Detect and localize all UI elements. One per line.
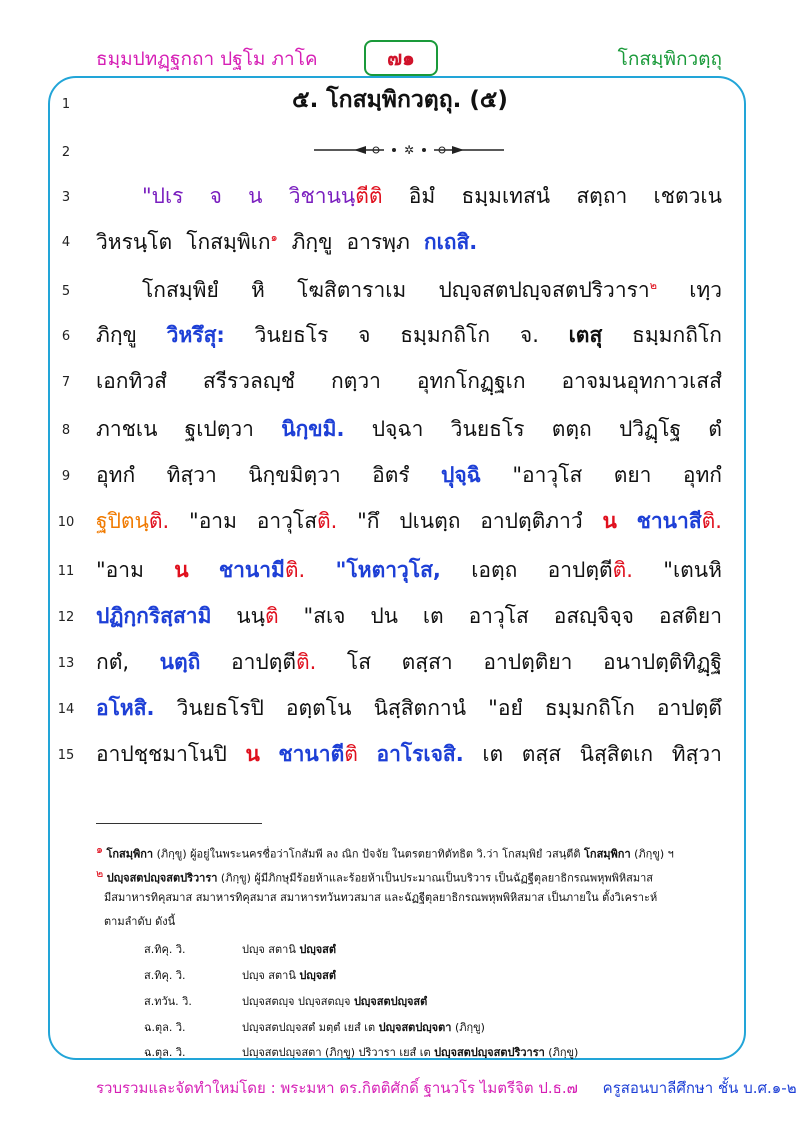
header-chapter-title: โกสมฺพิกวตฺถุ bbox=[617, 48, 722, 70]
word: ปุจฺฉิ bbox=[441, 463, 481, 487]
word: ตสฺสา bbox=[401, 650, 453, 674]
word: กตฺวา bbox=[330, 369, 381, 393]
line-number: 2 bbox=[61, 145, 71, 160]
word: "กึ bbox=[357, 509, 380, 533]
word: ธมฺมกถิโก bbox=[632, 323, 722, 347]
text-line-11 bbox=[96, 554, 722, 587]
footnote-term: โกสมฺพิกา bbox=[584, 847, 631, 861]
word: จ. bbox=[519, 323, 539, 347]
text-line-8 bbox=[96, 413, 722, 446]
word: กตํ, bbox=[96, 650, 130, 674]
text-line-7 bbox=[96, 365, 722, 398]
word: "ปเร bbox=[142, 184, 184, 208]
analysis-text: ปญฺจ สตานิ ปญฺจสตํ bbox=[242, 943, 337, 956]
word: ธมฺมกถิโก bbox=[544, 696, 635, 720]
word: อตฺตโน bbox=[285, 696, 352, 720]
word: นิกฺขมิตฺวา bbox=[248, 463, 341, 487]
line-number: 3 bbox=[61, 190, 71, 205]
word: สรีรวลญฺชํ bbox=[202, 369, 296, 393]
word: ธมฺมเทสนํ bbox=[461, 184, 551, 208]
word: เทฺว bbox=[689, 278, 722, 302]
page-footer bbox=[96, 1076, 797, 1100]
footnote-text: (ภิกฺขู) ผู้อยู่ในพระนครชื่อว่าโกสัมพี ลง ณิก ปัจจัย ในตรตยาทิตัทธิต วิ.ว่า โกสมฺพิยํ วสนฺตีติ bbox=[153, 847, 584, 861]
footnote-rule bbox=[96, 823, 262, 824]
word: ฐเปตฺวา bbox=[184, 417, 254, 441]
footnote-mark: ๑ bbox=[96, 843, 103, 856]
word: โกสมฺพิเก bbox=[186, 230, 271, 254]
line-number: 6 bbox=[61, 329, 71, 344]
word: อุทกํ bbox=[682, 463, 722, 487]
word: อาวุโส bbox=[256, 509, 318, 533]
word: ติ. bbox=[701, 509, 722, 533]
word: ตตฺถ bbox=[551, 417, 592, 441]
footnote-term: โกสมฺพิกา bbox=[106, 847, 154, 861]
word: "สเจ bbox=[303, 604, 346, 628]
text-line-4 bbox=[96, 226, 722, 259]
footer-compiler: รวบรวมและจัดทำใหม่โดย : พระมหา ดร.กิตติศักดิ์ ฐานวโร ไมตรีจิต ป.ธ.๗ bbox=[96, 1079, 578, 1097]
word: ชานาสี bbox=[636, 509, 702, 533]
word: อาปตฺตี bbox=[547, 558, 613, 582]
text-line-12 bbox=[96, 600, 722, 633]
word: นนฺ bbox=[236, 604, 265, 628]
word: โฆสิตาราเม bbox=[297, 278, 407, 302]
word: กเถสิ. bbox=[423, 230, 478, 254]
footnote-text: (ภิกฺขู) ผู้มีภิกษุมีร้อยห้าและร้อยห้าเป็นประมาณเป็นบริวาร เป็นฉัฏฐีตุลยาธิกรณพหุพพิหิสมาส bbox=[217, 871, 653, 885]
analysis-abbr: ฉ.ตุล. วิ. bbox=[144, 1021, 186, 1034]
word: อโหสิ. bbox=[96, 696, 155, 720]
word: "อาวุโส bbox=[512, 463, 583, 487]
word: อาจมนอุทกาวเสสํ bbox=[561, 369, 722, 393]
line-number: 13 bbox=[57, 656, 75, 671]
word: "อาม bbox=[189, 509, 237, 533]
text-line-9 bbox=[96, 459, 722, 492]
line-number: 14 bbox=[57, 702, 75, 717]
word: ชานามี bbox=[218, 558, 285, 582]
header-book-title: ธมฺมปทฏฺฐกถา ปฐโม ภาโค bbox=[96, 48, 318, 70]
word: อุทกํ bbox=[96, 463, 136, 487]
word: "เตนหิ bbox=[663, 558, 722, 582]
text-line-13 bbox=[96, 646, 722, 679]
analysis-text: ปญฺจ สตานิ ปญฺจสตํ bbox=[242, 969, 337, 982]
word: ปน bbox=[370, 604, 399, 628]
word: วินยธโร bbox=[450, 417, 525, 441]
svg-text:✲: ✲ bbox=[403, 143, 415, 157]
word: น bbox=[602, 509, 617, 533]
word: วินยธโร bbox=[254, 323, 329, 347]
line-number: 11 bbox=[57, 564, 75, 579]
word: ทิสฺวา bbox=[671, 742, 722, 766]
word: ปเนตฺถ bbox=[399, 509, 461, 533]
page-number-badge: ๗๑ bbox=[364, 40, 438, 76]
word: ชานาตี bbox=[278, 742, 345, 766]
word: น bbox=[245, 742, 260, 766]
word: เอตฺถ bbox=[471, 558, 518, 582]
word: อนาปตฺติทิฏฺฐิ bbox=[603, 650, 722, 674]
text-line-3 bbox=[96, 180, 722, 213]
line-number: 7 bbox=[61, 375, 71, 390]
analysis-text: ปญฺจสตปญฺจสตา (ภิกฺขู) ปริวารา เยสํ เต ปญฺจสตปญฺจสตปริวารา (ภิกฺขู) bbox=[242, 1046, 579, 1059]
word: ติ. bbox=[317, 509, 338, 533]
footnote-mark: ๒ bbox=[96, 867, 104, 880]
footnote-2-line-3: ตามลำดับ ดังนี้ bbox=[104, 915, 176, 928]
word: น bbox=[174, 558, 189, 582]
word: ภิกฺขู bbox=[291, 230, 333, 254]
word: นิกฺขมิ. bbox=[281, 417, 345, 441]
word: โส bbox=[346, 650, 372, 674]
word: อารพฺภ bbox=[346, 230, 410, 254]
word: อุทกโกฏฺฐเก bbox=[416, 369, 526, 393]
word: ปวิฏฺโฐ bbox=[618, 417, 682, 441]
line-number: 10 bbox=[57, 515, 75, 530]
story-title: ๕. โกสมฺพิกวตฺถุ. (๕) bbox=[292, 87, 508, 113]
text-line-14 bbox=[96, 692, 722, 725]
word: ติ bbox=[344, 742, 358, 766]
footnote-term: ปญฺจสตปญฺจสตปริวารา bbox=[106, 871, 218, 885]
word: เต bbox=[482, 742, 504, 766]
word: วิหรนฺโต bbox=[96, 230, 173, 254]
line-number: 8 bbox=[61, 423, 71, 438]
word: อาปตฺตี bbox=[230, 650, 296, 674]
ornament-divider-icon bbox=[314, 143, 504, 157]
word: เตสุ bbox=[568, 323, 603, 347]
text-line-5 bbox=[96, 274, 722, 307]
word: ติ. bbox=[148, 509, 170, 533]
word: ภาชเน bbox=[96, 417, 158, 441]
line-number: 15 bbox=[57, 748, 75, 763]
word: อาวุโส bbox=[468, 604, 529, 628]
word: จ bbox=[358, 323, 371, 347]
footnote-text: (ภิกฺขู) ฯ bbox=[630, 847, 674, 861]
footer-course: ครูสอนบาลีศึกษา ชั้น บ.ศ.๑-๒ bbox=[602, 1079, 797, 1097]
word: นตฺถิ bbox=[159, 650, 201, 674]
analysis-abbr: ฉ.ตุล. วิ. bbox=[144, 1046, 186, 1059]
word: ภิกฺขู bbox=[96, 323, 137, 347]
word: หิ bbox=[251, 278, 265, 302]
footnote-ref: ๑ bbox=[270, 231, 278, 244]
word: จ bbox=[209, 184, 222, 208]
word: ตํ bbox=[708, 417, 722, 441]
word: วิหรึสุ: bbox=[166, 323, 225, 347]
word: อสติยา bbox=[658, 604, 722, 628]
word: เอกทิวสํ bbox=[96, 369, 167, 393]
word: ตสฺส bbox=[521, 742, 562, 766]
word: นิสฺสิตกานํ bbox=[373, 696, 467, 720]
word: ปญฺจสตปญฺจสตปริวารา bbox=[438, 278, 650, 302]
word: อาปชฺชมาโนปิ bbox=[96, 742, 227, 766]
word: อาปตฺติยา bbox=[483, 650, 573, 674]
word: "โหตาวุโส, bbox=[335, 558, 441, 582]
line-number: 1 bbox=[61, 97, 71, 112]
word: โกสมฺพิยํ bbox=[142, 278, 219, 302]
analysis-text: ปญฺจสตปญฺจสตํ มตฺตํ เยสํ เต ปญฺจสตปญฺจตา (ภิกฺขู) bbox=[242, 1021, 485, 1034]
line-number: 9 bbox=[61, 469, 71, 484]
line-number: 5 bbox=[61, 284, 71, 299]
word: อสญฺจิจฺจ bbox=[553, 604, 634, 628]
word: วินยธโรปิ bbox=[176, 696, 264, 720]
analysis-text: ปญฺจสตญฺจ ปญฺจสตญฺจ ปญฺจสตปญฺจสตํ bbox=[242, 995, 428, 1008]
text-line-10 bbox=[96, 505, 722, 538]
word: เชตวเน bbox=[653, 184, 722, 208]
word: น bbox=[248, 184, 263, 208]
word: อาปตฺตึ bbox=[656, 696, 722, 720]
word: นิสฺสิตเก bbox=[579, 742, 654, 766]
word: อาปตฺติภาวํ bbox=[480, 509, 583, 533]
word: สตฺถา bbox=[576, 184, 628, 208]
word: ธมฺมกถิโก bbox=[400, 323, 491, 347]
word: "อาม bbox=[96, 558, 144, 582]
word: อาโรเจสิ. bbox=[376, 742, 464, 766]
analysis-abbr: ส.ทิคุ. วิ. bbox=[144, 969, 186, 982]
word: ติ. bbox=[295, 650, 317, 674]
word: อิมํ bbox=[408, 184, 436, 208]
word: "อยํ bbox=[488, 696, 523, 720]
word: ติ bbox=[265, 604, 279, 628]
word: เต bbox=[422, 604, 444, 628]
word: ทิสฺวา bbox=[166, 463, 217, 487]
word: ฐปิตนฺ bbox=[96, 509, 149, 533]
word: ปฏิกฺกริสฺสามิ bbox=[96, 604, 212, 628]
word: วิชานนฺ bbox=[288, 184, 356, 208]
word: อิตรํ bbox=[372, 463, 410, 487]
footnote-ref: ๒ bbox=[649, 279, 657, 292]
footnote-2-line-2: มีสมาหารทิคุสมาส สมาหารทิคุสมาส สมาหารทวันทวสมาส และฉัฏฐีตุลยาธิกรณพหุพพิหิสมาส เป็นภายใน ตั้งวิเคราะห์ bbox=[104, 891, 658, 904]
text-line-6 bbox=[96, 319, 722, 352]
analysis-abbr: ส.ทวัน. วิ. bbox=[144, 995, 192, 1008]
word: ตีติ bbox=[355, 184, 383, 208]
word: ติ. bbox=[612, 558, 633, 582]
line-number: 4 bbox=[61, 235, 71, 250]
word: ปจฺฉา bbox=[371, 417, 424, 441]
word: ติ. bbox=[284, 558, 306, 582]
analysis-abbr: ส.ทิคุ. วิ. bbox=[144, 943, 186, 956]
text-line-15 bbox=[96, 738, 722, 771]
word: ตยา bbox=[613, 463, 652, 487]
line-number: 12 bbox=[57, 610, 75, 625]
